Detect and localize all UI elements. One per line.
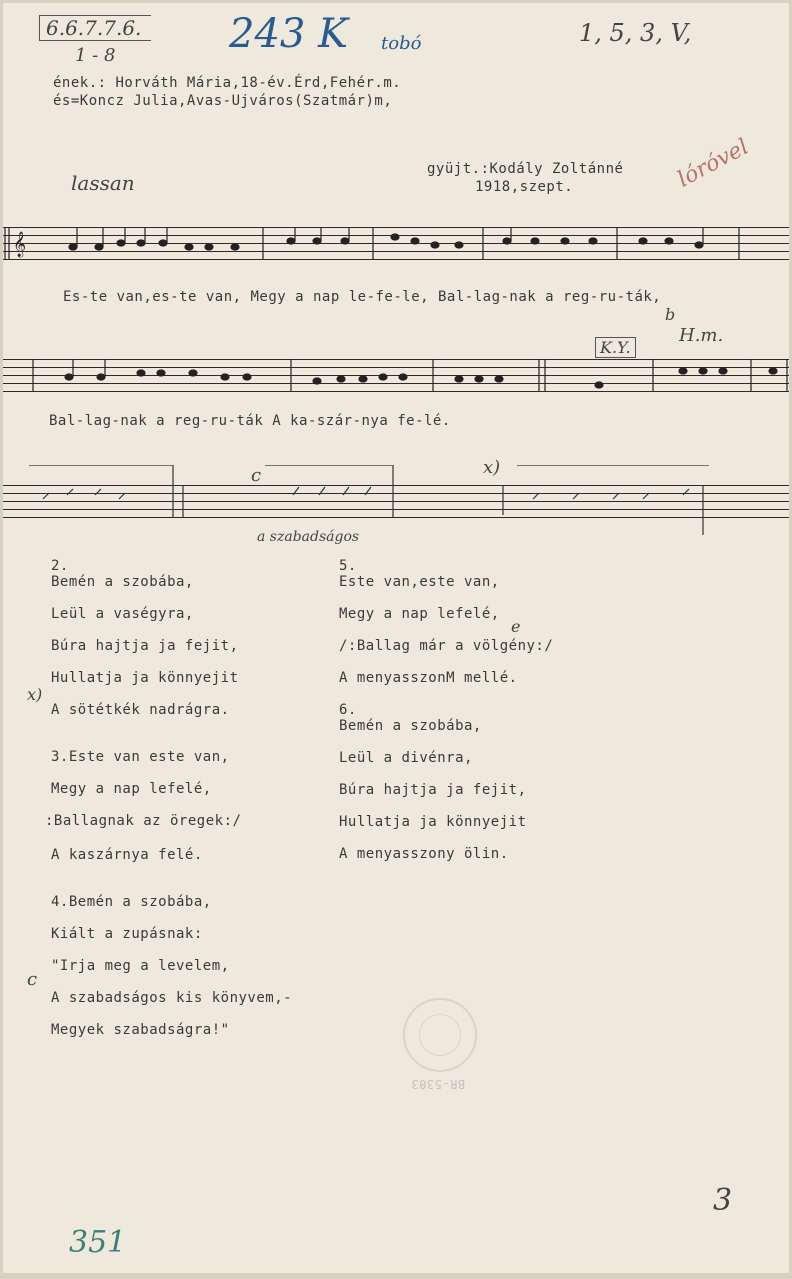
mark-c: c <box>251 465 262 486</box>
verse-line: Leül a divénra, <box>339 750 473 766</box>
mark-ky: K.Y. <box>595 337 636 358</box>
collector-line-1: gyüjt.:Kodály Zoltánné <box>427 161 624 177</box>
notes-staff-2 <box>3 359 789 399</box>
catalog-suffix: tobó <box>381 33 422 54</box>
tempo-mark: lassan <box>71 171 135 195</box>
verse-line: Megyek szabadságra!" <box>51 1022 230 1038</box>
verse-line: 5. <box>339 558 357 574</box>
verse-line: "Irja meg a levelem, <box>51 958 230 974</box>
mark-hm: H.m. <box>679 325 724 346</box>
red-note: lóróvel <box>673 134 753 193</box>
singers-line-1: ének.: Horváth Mária,18-év.Érd,Fehér.m. <box>53 75 402 91</box>
collector-line-2: 1918,szept. <box>475 179 574 195</box>
verse-line: Hullatja ja könnyejit <box>51 670 239 686</box>
verse-line: 2. <box>51 558 69 574</box>
mark-x: x) <box>483 457 501 478</box>
verse-line: Este van,este van, <box>339 574 500 590</box>
verse-line: 6. <box>339 702 357 718</box>
singers-line-2: és=Koncz Julia,Avas-Ujváros(Szatmár)m, <box>53 93 393 109</box>
verse-line: 3.Este van este van, <box>51 749 230 765</box>
verse-line: A sötétkék nadrágra. <box>51 702 230 718</box>
catalog-number: 243 K <box>229 11 348 57</box>
code-sub: 1 - 8 <box>75 45 116 66</box>
verse-line: Megy a nap lefelé, <box>51 781 212 797</box>
music-staff-1 <box>3 227 789 267</box>
verse-line: A kaszárnya felé. <box>51 847 203 863</box>
page-number: 3 <box>713 1183 733 1218</box>
verse-line: /:Ballag már a völgény:/ <box>339 638 554 654</box>
handwritten-under: a szabadságos <box>257 529 360 545</box>
verse-line: Megy a nap lefelé, <box>339 606 500 622</box>
archive-page <box>3 3 789 1273</box>
verse-line: A szabadságos kis könyvem,- <box>51 990 293 1006</box>
margin-e: e <box>511 617 521 636</box>
mark-b: b <box>665 305 676 324</box>
notes-staff-3 <box>3 465 789 535</box>
green-number: 351 <box>69 1225 127 1260</box>
verse-line: Kiált a zupásnak: <box>51 926 203 942</box>
verse-line: Bemén a szobába, <box>339 718 482 734</box>
verse-line: 4.Bemén a szobába, <box>51 894 212 910</box>
right-code: 1, 5, 3, V, <box>579 19 692 47</box>
music-staff-3 <box>3 485 789 525</box>
archive-stamp <box>403 998 477 1072</box>
verse-line: Bemén a szobába, <box>51 574 194 590</box>
margin-c: c <box>27 969 38 990</box>
verse-line: A menyasszony ölin. <box>339 846 509 862</box>
margin-x: x) <box>27 685 43 704</box>
lyrics-line-2: Bal-lag-nak a reg-ru-ták A ka-szár-nya fe-lé. <box>49 413 451 429</box>
lyrics-line-1: Es-te van,es-te van, Megy a nap le-fe-le, Bal-lag-nak a reg-ru-ták, <box>63 289 662 305</box>
verse-line: :Ballagnak az öregek:/ <box>45 813 242 829</box>
verse-line: Leül a vaségyra, <box>51 606 194 622</box>
svg-text:𝄞: 𝄞 <box>13 232 27 257</box>
music-staff-2 <box>3 359 789 399</box>
code-box: 6.6.7.7.6. <box>39 15 151 41</box>
verse-line: Hullatja ja könnyejit <box>339 814 527 830</box>
verse-line: Búra hajtja ja fejit, <box>339 782 527 798</box>
verse-line: Búra hajtja ja fejit, <box>51 638 239 654</box>
stamp-text: BR-5303 <box>411 1077 466 1091</box>
notes-staff-1 <box>3 227 789 267</box>
verse-line: A menyasszonM mellé. <box>339 670 518 686</box>
